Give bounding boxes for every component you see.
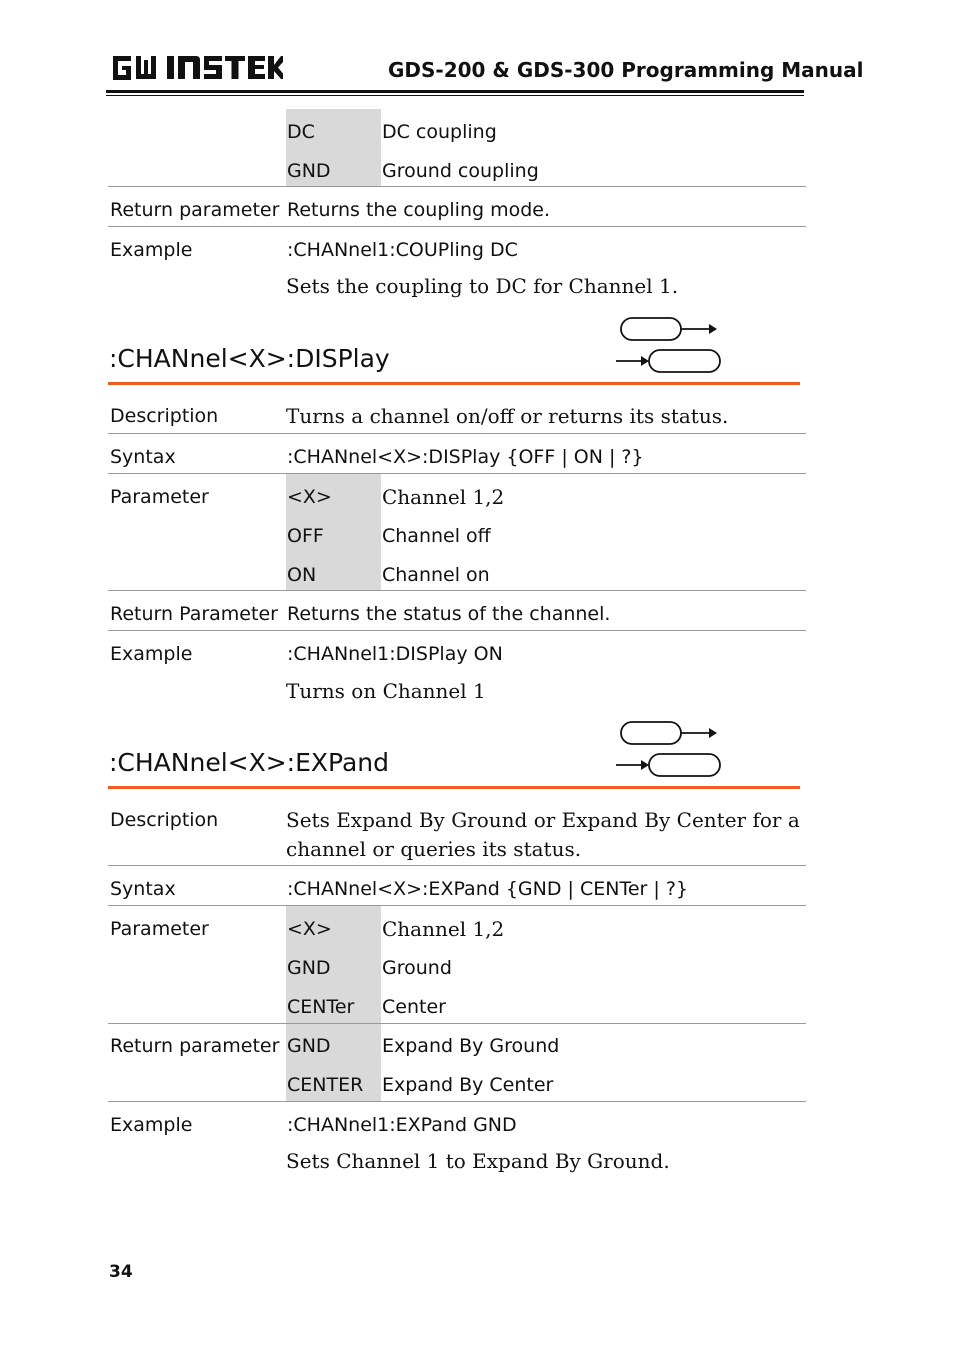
example-label: Example: [110, 1114, 193, 1136]
row-divider: [108, 1101, 806, 1102]
set-icon: [619, 720, 723, 746]
row-divider: [108, 473, 806, 474]
row-divider: [108, 226, 806, 227]
example-command: :CHANnel1:COUPling DC: [287, 239, 518, 261]
parameter-label: Parameter: [110, 918, 209, 940]
param-desc: Channel 1,2: [382, 485, 505, 509]
return-name: CENTER: [287, 1074, 364, 1096]
return-desc: Expand By Center: [382, 1074, 554, 1096]
return-value: Returns the status of the channel.: [287, 603, 611, 625]
row-divider: [108, 630, 806, 631]
example-description: Turns on Channel 1: [286, 679, 486, 703]
param-name: <X>: [287, 918, 332, 940]
example-command: :CHANnel1:EXPand GND: [287, 1114, 517, 1136]
row-divider: [108, 905, 806, 906]
param-desc: Channel on: [382, 564, 490, 586]
set-icon: [619, 316, 723, 342]
page-number: 34: [109, 1262, 133, 1282]
return-label: Return parameter: [110, 199, 280, 221]
param-name: <X>: [287, 486, 332, 508]
param-desc: Center: [382, 996, 446, 1018]
param-desc: Ground coupling: [382, 160, 539, 182]
example-label: Example: [110, 239, 193, 261]
description-text: channel or queries its status.: [286, 837, 582, 861]
row-divider: [108, 433, 806, 434]
example-description: Sets the coupling to DC for Channel 1.: [286, 274, 679, 298]
query-icon: [615, 348, 723, 374]
param-name: DC: [287, 121, 315, 143]
param-name: GND: [287, 160, 331, 182]
param-desc: DC coupling: [382, 121, 497, 143]
gw-instek-logo: [111, 50, 283, 86]
header-rule: [106, 90, 804, 93]
query-icon: [615, 752, 723, 778]
syntax-text: :CHANnel<X>:DISPlay {OFF | ON | ?}: [287, 446, 644, 468]
row-divider: [108, 865, 806, 866]
param-name: GND: [287, 957, 331, 979]
row-divider: [108, 1023, 806, 1024]
param-desc: Channel 1,2: [382, 917, 505, 941]
return-value: Returns the coupling mode.: [287, 199, 551, 221]
row-divider: [108, 186, 806, 187]
example-label: Example: [110, 643, 193, 665]
param-name: ON: [287, 564, 317, 586]
description-text: Turns a channel on/off or returns its status.: [286, 404, 729, 428]
description-label: Description: [110, 405, 219, 427]
description-label: Description: [110, 809, 219, 831]
section-title: :CHANnel<X>:DISPlay: [109, 344, 390, 373]
example-command: :CHANnel1:DISPlay ON: [287, 643, 503, 665]
row-divider: [108, 590, 806, 591]
return-label: Return Parameter: [110, 603, 278, 625]
syntax-label: Syntax: [110, 446, 176, 468]
param-name: OFF: [287, 525, 324, 547]
param-desc: Channel off: [382, 525, 491, 547]
example-description: Sets Channel 1 to Expand By Ground.: [286, 1149, 670, 1173]
return-label: Return parameter: [110, 1035, 280, 1057]
section-rule: [108, 382, 800, 385]
syntax-label: Syntax: [110, 878, 176, 900]
section-rule: [108, 786, 800, 789]
parameter-label: Parameter: [110, 486, 209, 508]
param-desc: Ground: [382, 957, 452, 979]
syntax-text: :CHANnel<X>:EXPand {GND | CENTer | ?}: [287, 878, 688, 900]
param-name: CENTer: [287, 996, 355, 1018]
section-title: :CHANnel<X>:EXPand: [109, 748, 390, 777]
return-name: GND: [287, 1035, 331, 1057]
return-desc: Expand By Ground: [382, 1035, 560, 1057]
header-rule-thin: [106, 95, 804, 96]
manual-title: GDS-200 & GDS-300 Programming Manual: [388, 58, 864, 82]
description-text: Sets Expand By Ground or Expand By Center for a: [286, 808, 800, 832]
